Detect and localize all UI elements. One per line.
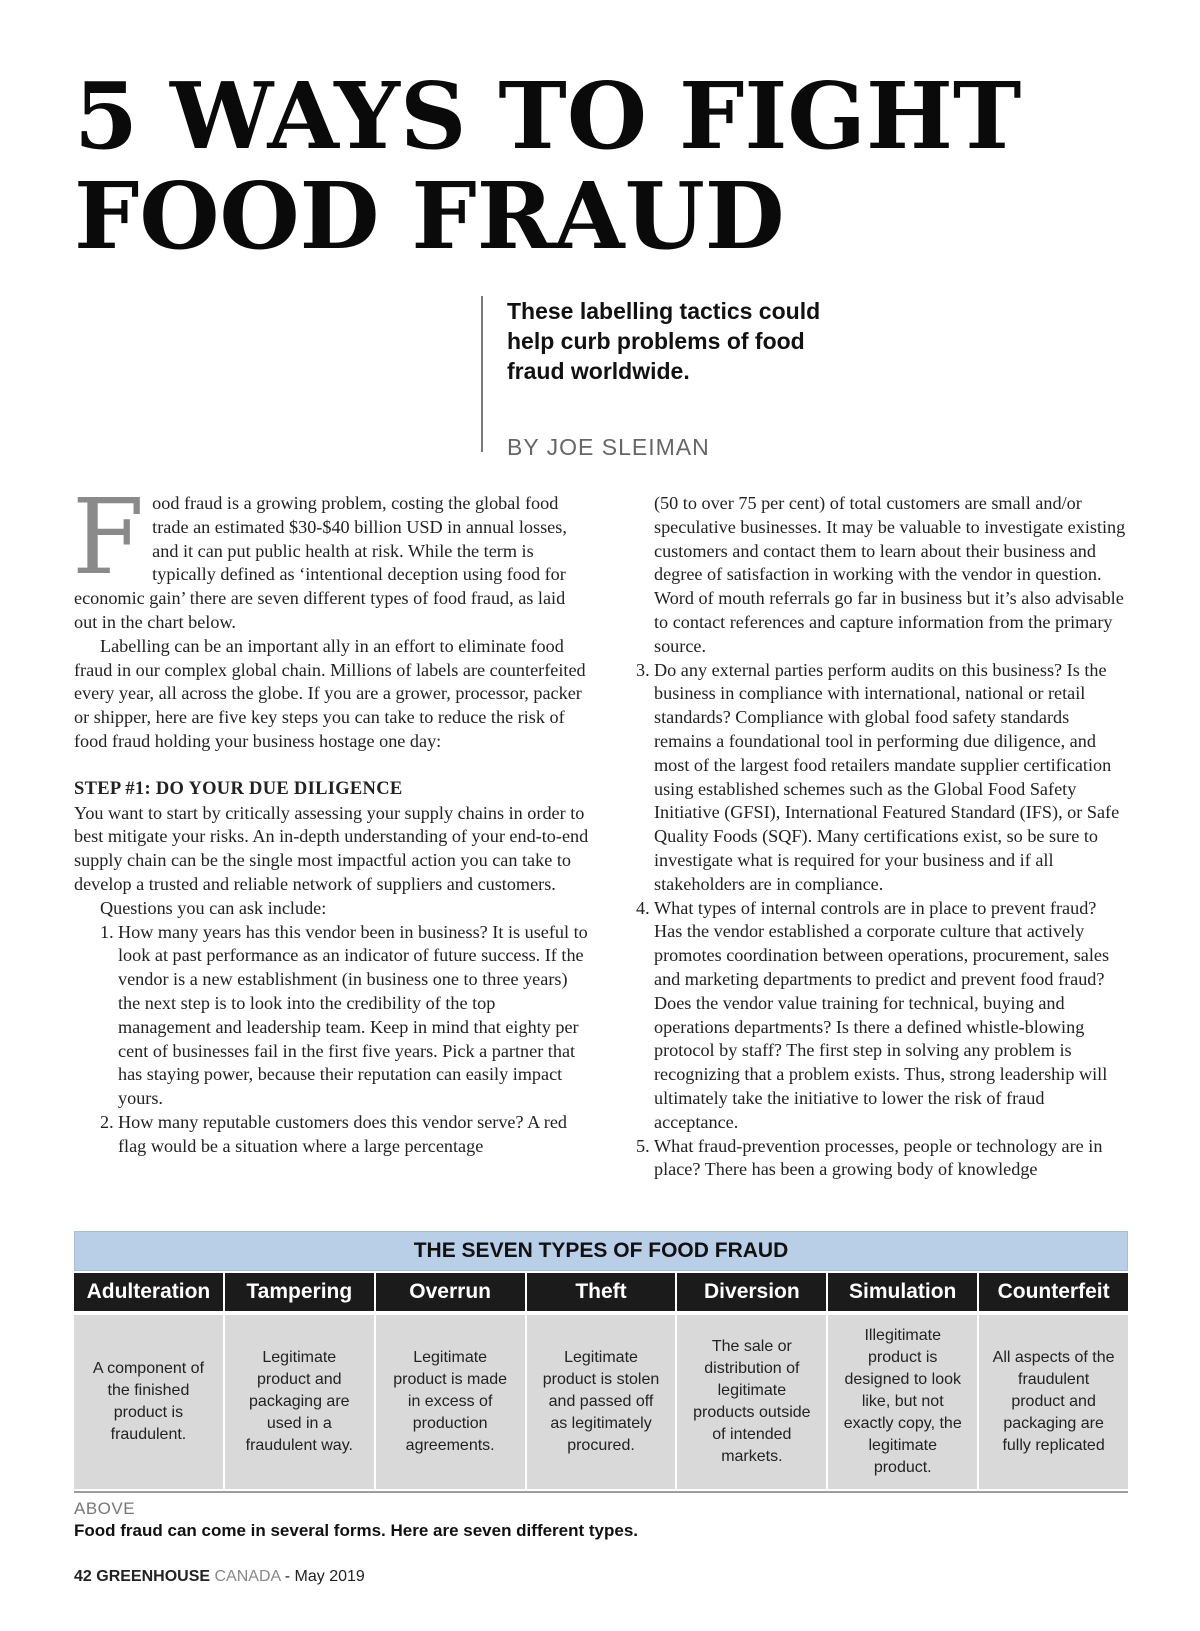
page-footer [74,1568,365,1586]
question-number: 5. [636,1135,650,1156]
column-header: Diversion [677,1273,826,1311]
table-column-diversion [677,1271,828,1489]
question-number: 1. [100,921,114,942]
questions-list-left [74,921,589,1159]
column-description: Legitimate product is stolen and passed off as legitimately procured. [527,1315,676,1489]
table-column-counterfeit [979,1271,1128,1489]
table-column-simulation [828,1271,979,1489]
magazine-name: GREENHOUSE [96,1568,211,1585]
body-column-left [72,476,589,1159]
question-item-3 [636,659,1126,897]
article-deck [481,296,867,460]
column-header: Simulation [828,1273,977,1311]
byline: BY JOE SLEIMAN [507,434,710,460]
table-columns [74,1271,1128,1489]
figure-caption [74,1492,1128,1541]
table-column-overrun [376,1271,527,1489]
column-description: A component of the finished product is fraudulent. [74,1315,223,1489]
fraud-types-table [74,1231,1128,1493]
article-subtitle: These labelling tactics could help curb problems of food fraud worldwide. [507,298,821,384]
question-item-4 [636,897,1126,1135]
caption-text: Food fraud can come in several forms. Here are seven different types. [74,1521,639,1540]
column-description: Legitimate product is made in excess of production agreements. [376,1315,525,1489]
questions-list-right [636,659,1126,1183]
caption-label: ABOVE [74,1499,136,1518]
question-2-continued: (50 to over 75 per cent) of total customers are small and/or speculative businesses. It may be valuable to investigate existing customers and contact them to learn about their business and degree of satisfaction in working with the vendor in question. Word of mouth referrals go far in business but it’s also advisable to contact references and capture information from the primary source. [654,493,1126,656]
column-header: Tampering [225,1273,374,1311]
issue-date: May 2019 [294,1568,365,1585]
question-item-1 [74,921,589,1111]
question-text: Do any external parties perform audits on this business? Is the business in compliance with international, national or retail standards? Compliance with global food safety standards remains a foundational tool in performing due diligence, and most of the largest food retailers mandate supplier certification using established schemes such as the Global Food Safety Initiative (GFSI), International Featured Standard (IFS), or Safe Quality Foods (SQF). Many certifications exist, so be sure to investigate what is required for your business and if all stakeholders are in compliance. [654,659,1120,894]
column-description: Illegitimate product is designed to look like, but not exactly copy, the legitimate product. [828,1315,977,1489]
magazine-name-suffix: CANADA [214,1568,281,1585]
column-header: Counterfeit [979,1273,1128,1311]
table-title: THE SEVEN TYPES OF FOOD FRAUD [74,1231,1128,1271]
questions-intro: Questions you can ask include: [100,897,327,918]
intro-paragraph-1 [72,476,589,635]
column-description: The sale or distribution of legitimate products outside of intended markets. [677,1315,826,1489]
page-number: 42 [74,1568,92,1585]
question-number: 3. [636,659,650,680]
column-description: Legitimate product and packaging are used in a fraudulent way. [225,1315,374,1489]
column-description: All aspects of the fraudulent product and packaging are fully replicated [979,1315,1128,1489]
question-text: What types of internal controls are in place to prevent fraud? Has the vendor established a corporate culture that actively promotes coordination between operations, procurement, sales and marketing departments to predict and prevent food fraud? Does the vendor value training for technical, buying and operations departments? Is there a defined whistle-blowing protocol by staff? The first step in solving any problem is recognizing that a problem exists. Thus, strong leadership will ultimately take the initiative to lower the risk of fraud acceptance. [654,897,1110,1132]
question-number: 4. [636,897,650,918]
question-text: How many years has this vendor been in business? It is useful to look at past performance as an indicator of future success. If the vendor is a new establishment (in business one to three years) the next step is to look into the credibility of the top management and leadership team. Keep in mind that eighty per cent of businesses fail in the first five years. Pick a partner that has staying power, because their reputation can easily impact yours. [118,921,588,1109]
table-column-theft [527,1271,678,1489]
dropcap: F [72,476,145,598]
question-text: How many reputable customers does this vendor serve? A red flag would be a situation where a large percentage [118,1111,568,1156]
body-column-right [636,492,1126,1182]
column-header: Theft [527,1273,676,1311]
question-text: What fraud-prevention processes, people or technology are in place? There has been a growing body of knowledge [654,1135,1103,1180]
table-column-adulteration [74,1271,225,1489]
column-header: Adulteration [74,1273,223,1311]
column-header: Overrun [376,1273,525,1311]
question-item-2 [74,1111,589,1159]
table-column-tampering [225,1271,376,1489]
step1-paragraph: You want to start by critically assessing your supply chains in order to best mitigate your risks. An in-depth understanding of your end-to-end supply chain can be the single most impactful action you can take to develop a trusted and reliable network of suppliers and customers. [74,802,589,894]
step1-heading: STEP #1: DO YOUR DUE DILIGENCE [74,778,403,799]
article-title: 5 WAYS TO FIGHT FOOD FRAUD [74,62,1022,270]
question-item-5 [636,1135,1126,1183]
intro-paragraph-2: Labelling can be an important ally in an effort to eliminate food fraud in our complex global chain. Millions of labels are counterfeited every year, all across the globe. If you are a grower, processor, packer or shipper, here are five key steps you can take to reduce the risk of food fraud holding your business hostage one day: [74,635,586,751]
footer-separator: - [284,1568,291,1585]
intro-text-1: ood fraud is a growing problem, costing the global food trade an estimated $30-$40 billion USD in annual losses, and it can put public health at risk. While the term is typically defined as ‘intentional deception using food for economic gain’ there are seven different types of food fraud, as laid out in the chart below. [74,493,567,632]
question-number: 2. [100,1111,114,1132]
